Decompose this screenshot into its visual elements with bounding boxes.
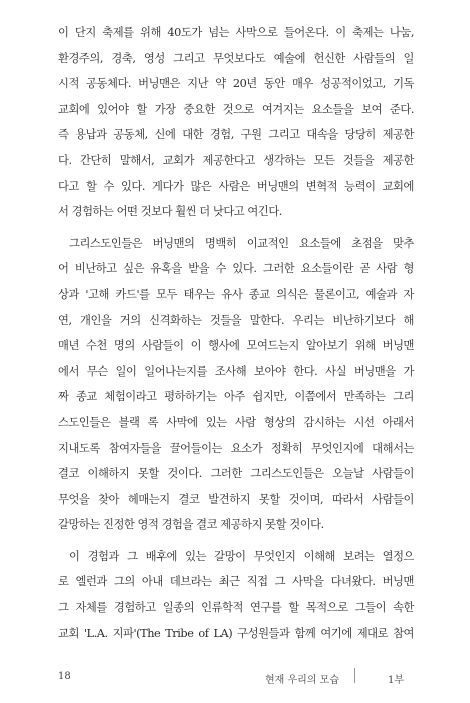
text-line: 결코 이해하지 못할 것이다. 그러한 그리스도인들은 오늘날 사람들이 (58, 467, 414, 481)
text-line: 교회 'L.A. 지파'(The Tribe of LA) 구성원들과 함께 여기에 제대로 참여 (58, 626, 414, 640)
text-line: 그 자체를 경험하고 일종의 인류학적 연구를 할 목적으로 그들이 속한 (58, 601, 414, 615)
text-line: 갈망하는 진정한 영적 경험을 결코 제공하지 못할 것이다. (58, 518, 324, 532)
part-label: 1부 (388, 675, 405, 686)
text-line: 다. 간단히 말해서, 교회가 제공한다고 생각하는 모든 것들을 제공한 (58, 153, 414, 167)
text-line: 그리스도인들은 버닝맨의 명백히 이교적인 요소들에 초점을 맞추 (69, 236, 414, 250)
text-line: 어 비난하고 싶은 유혹을 받을 수 있다. 그러한 요소들이란 곧 사람 형 (58, 262, 414, 276)
text-line: 서 경험하는 어떤 것보다 훨씬 더 낫다고 여긴다. (58, 205, 282, 219)
text-line: 연, 개인을 거의 신격화하는 것들을 말한다. 우리는 비난하기보다 해 (58, 313, 414, 327)
text-line: 다고 할 수 있다. 게다가 많은 사람은 버닝맨의 변혁적 능력이 교회에 (58, 179, 414, 193)
footer-divider (354, 668, 355, 683)
body-text (58, 20, 414, 646)
text-line: 짜 종교 체험이라고 평하하기는 아주 쉽지만, 이쯤에서 만족하는 그리 (58, 390, 414, 404)
text-line: 무엇을 찾아 헤매는지 결코 발견하지 못할 것이며, 따라서 사람들이 (58, 492, 414, 506)
running-chapter-title: 현재 우리의 모습 (265, 675, 339, 686)
text-line: 로 엘런과 그의 아내 데브라는 최근 직접 그 사막을 다녀왔다. 버닝맨 (58, 575, 414, 589)
text-line: 에서 무슨 일이 일어나는지를 조사해 보아야 한다. 사실 버닝맨을 가 (58, 364, 414, 378)
text-line: 상과 '고해 카드'를 모두 태우는 유사 종교 의식은 물론이고, 예술과 자 (58, 287, 414, 301)
text-line: 환경주의, 경축, 영성 그리고 무엇보다도 예술에 헌신한 사람들의 일 (58, 51, 414, 65)
text-line: 지내도록 참여자들을 끌어들이는 요소가 정확히 무엇인지에 대해서는 (58, 441, 414, 455)
paragraph-3 (58, 544, 414, 646)
text-line: 이 단지 축제를 위해 40도가 넘는 사막으로 들어온다. 이 축제는 나눔, (58, 26, 414, 39)
page-number: 18 (58, 671, 71, 682)
text-line: 즉 용납과 공동체, 신에 대한 경험, 구원 그리고 대속을 당당히 제공한 (58, 128, 414, 142)
text-line: 교회에 있어야 할 가장 중요한 것으로 여겨지는 요소들을 보여 준다. (58, 102, 414, 116)
text-line: 스도인들은 블랙 록 사막에 있는 사람 형상의 감시하는 시선 아래서 (58, 415, 414, 429)
text-line: 이 경험과 그 배후에 있는 갈망이 무엇인지 이해해 보려는 열정으 (69, 549, 414, 563)
paragraph-1 (58, 20, 414, 225)
text-line: 매년 수천 명의 사람들이 이 행사에 모여드는지 알아보기 위해 버닝맨 (58, 339, 414, 353)
text-line: 시적 공동체다. 버닝맨은 지난 약 20년 동안 매우 성공적이었고, 기독 (58, 77, 414, 91)
paragraph-2 (58, 231, 414, 538)
